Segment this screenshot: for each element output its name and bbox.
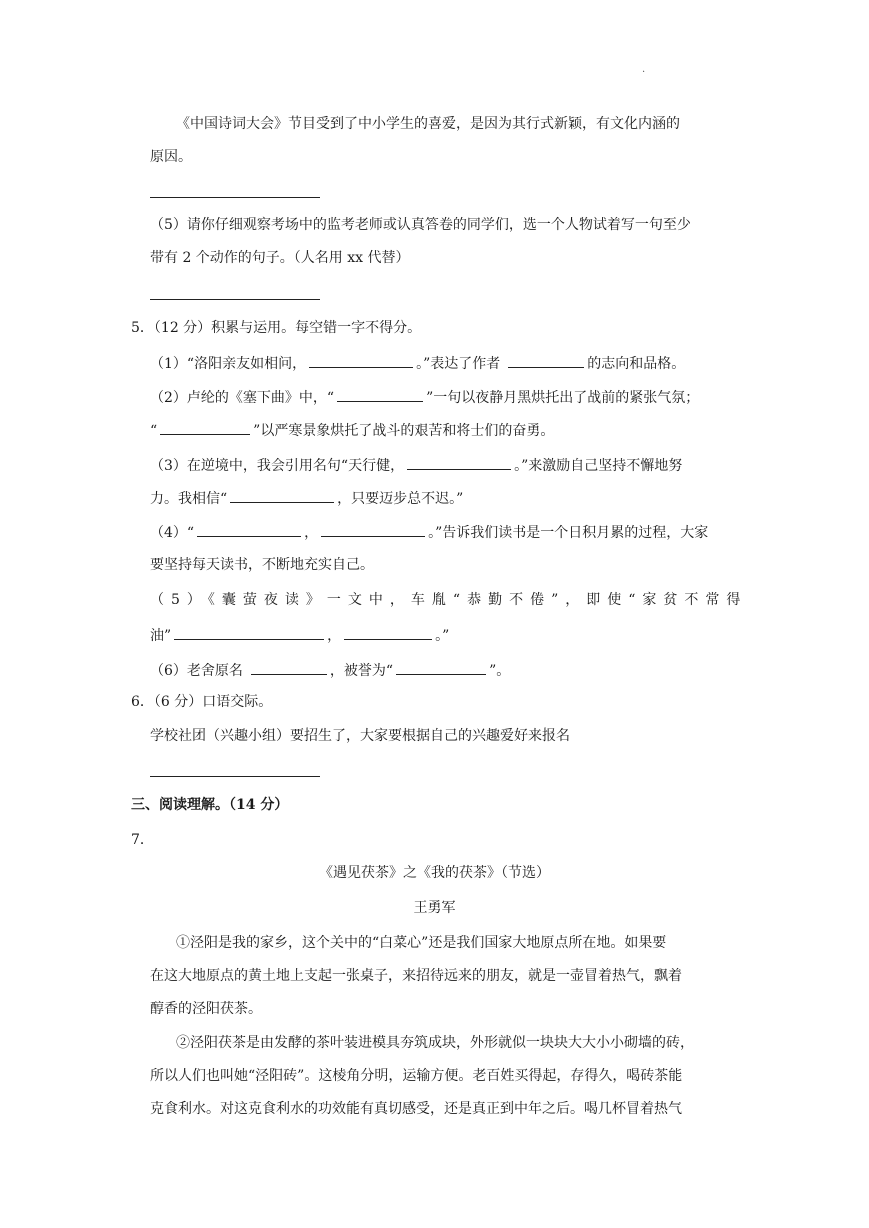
fill-blank[interactable]	[396, 660, 486, 675]
section-5-item-6	[150, 660, 510, 680]
fill-blank[interactable]	[321, 522, 425, 537]
section-6-prompt: 学校社团（兴趣小组）要招生了，大家要根据自己的兴趣爱好来报名	[150, 728, 570, 744]
passage-author: 王勇军	[413, 900, 456, 916]
paragraph-1-line: 醇香的泾阳茯茶。	[150, 1001, 262, 1017]
section-5-item-2	[150, 387, 699, 407]
text: （1）“洛阳亲友如相问，	[150, 356, 307, 372]
text: ，只要迈步总不迟。”	[337, 491, 464, 507]
text: （2）卢纶的《塞下曲》中，“	[150, 390, 335, 406]
text: ，	[327, 628, 342, 644]
page-dot: .	[642, 64, 646, 75]
text: 。”告诉我们读书是一个日积月累的过程，大家	[428, 525, 709, 541]
section-5-heading: 5．（12 分）积累与运用。每空错一字不得分。	[131, 320, 422, 336]
section-5-item-5-cont	[150, 625, 449, 645]
text: （6）老舍原名	[150, 663, 243, 679]
fill-blank[interactable]	[160, 420, 250, 435]
paragraph-1-line: 在这大地原点的黄土地上支起一张桌子，来招待远来的朋友，就是一壶冒着热气，飘着	[150, 968, 682, 984]
fill-blank[interactable]	[407, 455, 511, 470]
fill-blank[interactable]	[344, 625, 432, 640]
paragraph-2-line: 所以人们也叫她“泾阳砖”。这棱角分明，运输方便。老百姓买得起，存得久，喝砖茶能	[150, 1068, 683, 1084]
text: ，被誉为“	[329, 663, 394, 679]
text: 的志向和品格。	[587, 356, 686, 372]
text: 。”	[435, 628, 450, 644]
section-6-heading: 6．（6 分）口语交际。	[131, 694, 273, 710]
text: （4）“	[150, 525, 195, 541]
fill-blank[interactable]	[174, 625, 324, 640]
section-5-item-1	[150, 353, 685, 373]
section-5-item-2-cont	[150, 420, 554, 440]
text: 力。我相信“	[150, 491, 228, 507]
section-5-item-4-cont: 要坚持每天读书，不断地充实自己。	[150, 557, 374, 573]
fill-blank[interactable]	[309, 353, 413, 368]
paragraph-2-line: 克食利水。对这克食利水的功效能有真切感受，还是真正到中年之后。喝几杯冒着热气	[150, 1101, 682, 1117]
paragraph-1-line: ①泾阳是我的家乡，这个关中的“白菜心”还是我们国家大地原点所在地。如果要	[176, 935, 667, 951]
answer-line[interactable]	[150, 197, 320, 198]
passage-title: 《遇见茯茶》之《我的茯茶》（节选）	[319, 865, 550, 881]
section-5-item-3-cont	[150, 488, 463, 508]
section-3-heading: 三、阅读理解。（14 分）	[131, 797, 289, 813]
fill-blank[interactable]	[337, 387, 423, 402]
text-line: 《中国诗词大会》节目受到了中小学生的喜爱，是因为其行式新颖，有文化内涵的	[176, 116, 680, 132]
text-line: 原因。	[150, 149, 192, 165]
question-5-line-2: 带有 2 个动作的句子。（人名用 xx 代替）	[150, 250, 410, 266]
section-5-item-4	[150, 522, 708, 542]
answer-line[interactable]	[150, 776, 320, 777]
text: ”一句以夜静月黑烘托出了战前的紧张气氛；	[426, 390, 700, 406]
text: ，	[304, 525, 319, 541]
question-5-line-1: （5）请你仔细观察考场中的监考老师或认真答卷的同学们，选一个人物试着写一句至少	[150, 217, 691, 233]
text: 。”表达了作者	[416, 356, 501, 372]
text: 。”来激励自己坚持不懈地努	[514, 458, 683, 474]
question-7-number: 7．	[131, 832, 154, 848]
text: ”以严寒景象烘托了战斗的艰苦和将士们的奋勇。	[253, 423, 555, 439]
fill-blank[interactable]	[197, 522, 301, 537]
fill-blank[interactable]	[508, 353, 584, 368]
fill-blank[interactable]	[251, 660, 327, 675]
text: 油”	[150, 628, 172, 644]
text: “	[150, 423, 158, 439]
section-5-item-5: （5）《囊萤夜读》一文中，车胤“恭勤不倦”，即使“家贫不常得	[150, 592, 748, 608]
text: （3）在逆境中，我会引用名句“天行健，	[150, 458, 405, 474]
text: ”。	[489, 663, 511, 679]
paragraph-2-line: ②泾阳茯茶是由发酵的茶叶装进模具夯筑成块，外形就似一块块大大小小砌墙的砖，	[176, 1035, 694, 1051]
section-5-item-3	[150, 455, 682, 475]
fill-blank[interactable]	[230, 488, 334, 503]
answer-line[interactable]	[150, 299, 320, 300]
